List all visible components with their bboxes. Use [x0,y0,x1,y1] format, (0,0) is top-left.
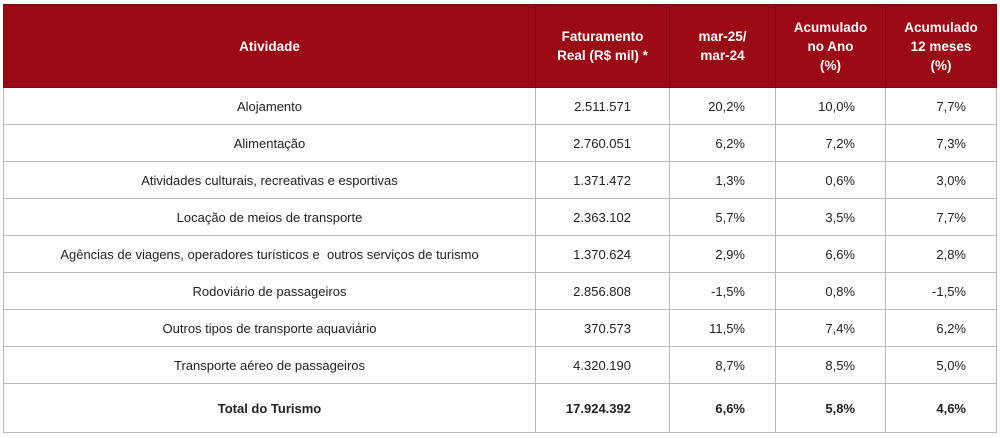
cell-acumulado-12: 7,7% [886,199,997,236]
cell-acumulado-ano: 3,5% [776,199,886,236]
cell-faturamento: 370.573 [536,310,670,347]
header-atividade: Atividade [4,5,536,88]
cell-acumulado-12: 7,7% [886,88,997,125]
cell-faturamento: 1.371.472 [536,162,670,199]
cell-acumulado-ano: 0,6% [776,162,886,199]
table-row [4,88,997,125]
table-body [4,88,997,433]
cell-atividade: Atividades culturais, recreativas e esportivas [4,162,536,199]
cell-acumulado-12: 6,2% [886,310,997,347]
header-row [4,5,997,88]
cell-acumulado-ano: 7,2% [776,125,886,162]
total-faturamento: 17.924.392 [536,384,670,433]
cell-faturamento: 2.363.102 [536,199,670,236]
cell-atividade: Transporte aéreo de passageiros [4,347,536,384]
tourism-revenue-table [3,4,997,433]
cell-mar: 11,5% [670,310,776,347]
table-row [4,273,997,310]
cell-faturamento: 2.856.808 [536,273,670,310]
cell-faturamento: 2.760.051 [536,125,670,162]
total-row [4,384,997,433]
cell-mar: 6,2% [670,125,776,162]
cell-acumulado-ano: 7,4% [776,310,886,347]
cell-mar: 1,3% [670,162,776,199]
cell-atividade: Agências de viagens, operadores turísticos e outros serviços de turismo [4,236,536,273]
cell-faturamento: 4.320.190 [536,347,670,384]
total-label: Total do Turismo [4,384,536,433]
cell-acumulado-12: 2,8% [886,236,997,273]
cell-acumulado-12: -1,5% [886,273,997,310]
cell-acumulado-ano: 10,0% [776,88,886,125]
cell-faturamento: 2.511.571 [536,88,670,125]
total-acumulado-12: 4,6% [886,384,997,433]
cell-atividade: Locação de meios de transporte [4,199,536,236]
cell-acumulado-12: 3,0% [886,162,997,199]
header-acumulado-ano: Acumulado no Ano (%) [776,5,886,88]
header-faturamento: Faturamento Real (R$ mil) * [536,5,670,88]
cell-acumulado-12: 5,0% [886,347,997,384]
cell-mar: 5,7% [670,199,776,236]
header-mar: mar-25/ mar-24 [670,5,776,88]
table-row [4,125,997,162]
table-row [4,199,997,236]
cell-atividade: Outros tipos de transporte aquaviário [4,310,536,347]
cell-acumulado-ano: 0,8% [776,273,886,310]
cell-atividade: Alojamento [4,88,536,125]
table-row [4,310,997,347]
header-acumulado-12-meses: Acumulado 12 meses (%) [886,5,997,88]
table-row [4,236,997,273]
cell-mar: 8,7% [670,347,776,384]
table-row [4,347,997,384]
table-row [4,162,997,199]
cell-atividade: Rodoviário de passageiros [4,273,536,310]
cell-acumulado-12: 7,3% [886,125,997,162]
cell-mar: 20,2% [670,88,776,125]
total-acumulado-ano: 5,8% [776,384,886,433]
cell-mar: -1,5% [670,273,776,310]
cell-mar: 2,9% [670,236,776,273]
total-mar: 6,6% [670,384,776,433]
table-header [4,5,997,88]
cell-acumulado-ano: 6,6% [776,236,886,273]
tourism-revenue-table-container [3,4,996,434]
cell-acumulado-ano: 8,5% [776,347,886,384]
cell-atividade: Alimentação [4,125,536,162]
cell-faturamento: 1.370.624 [536,236,670,273]
